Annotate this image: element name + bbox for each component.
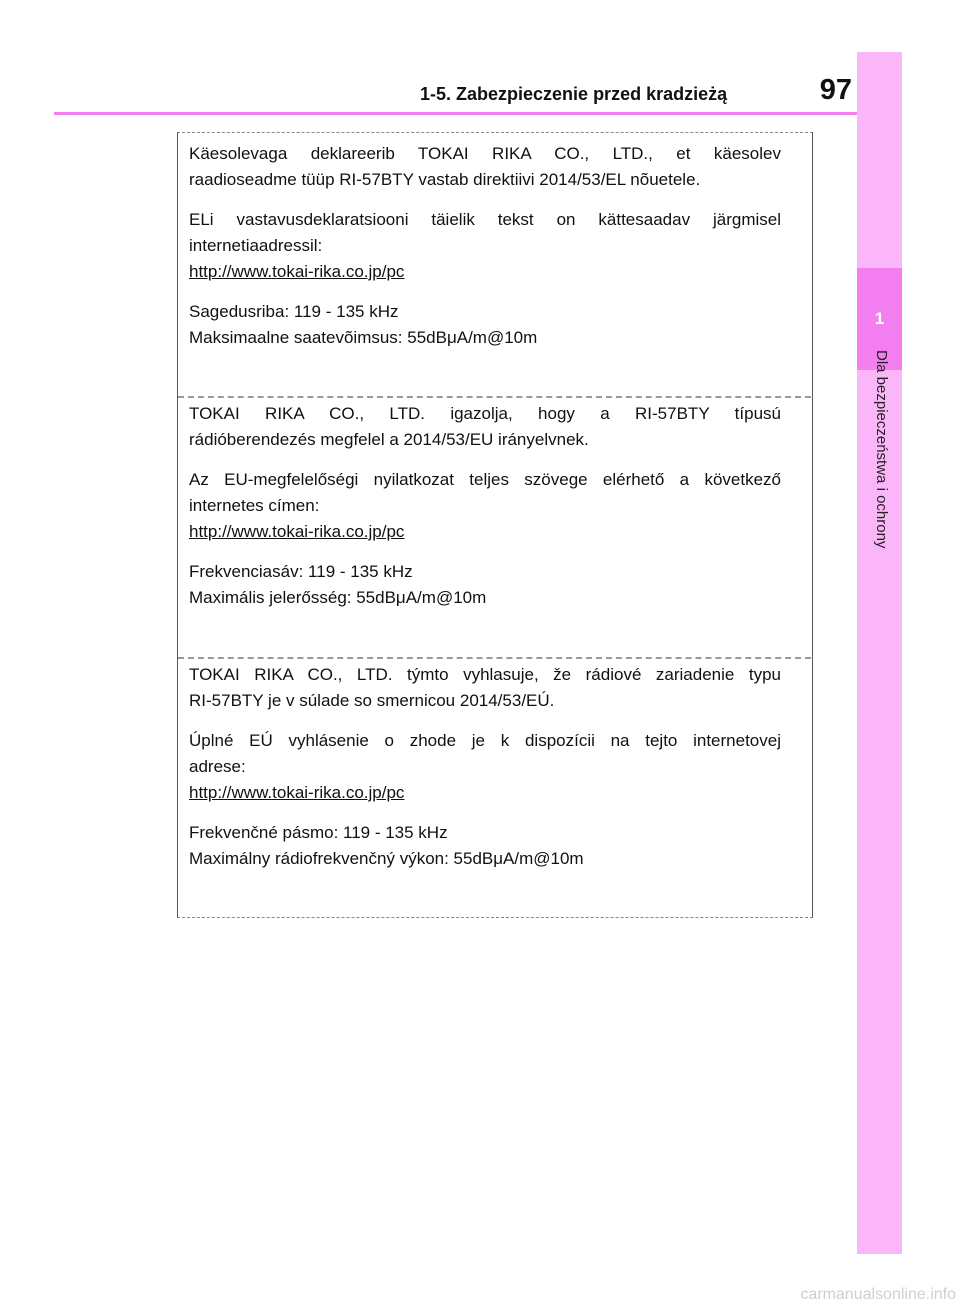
declaration-line: rádióberendezés megfelel a 2014/53/EU irányelvnek. [189,430,589,449]
chapter-side-strip [857,52,902,1254]
declaration-box [177,132,813,918]
chapter-title-vertical: Dla bezpieczeństwa i ochrony [873,350,890,549]
declaration-section-estonian [189,141,781,351]
watermark-text: carmanualsonline.info [800,1286,956,1303]
declaration-line: TOKAI RIKA CO., LTD. igazolja, hogy a RI-57BTY típusú [189,404,781,423]
max-power: Maksimaalne saatevõimsus: 55dBμA/m@10m [189,328,538,347]
availability-line: Úplné EÚ vyhlásenie o zhode je k dispozícii na tejto internetovej [189,731,781,750]
section-divider [178,396,811,398]
declaration-line: Käesolevaga deklareerib TOKAI RIKA CO., LTD., et käesolev [189,144,781,163]
declaration-url-link[interactable]: http://www.tokai-rika.co.jp/pc [189,522,405,541]
declaration-section-slovak [189,662,781,872]
section-divider [178,657,811,659]
frequency-band: Frekvenčné pásmo: 119 - 135 kHz [189,823,448,842]
availability-line: adrese: [189,757,246,776]
header-section-title: 1-5. Zabezpieczenie przed kradzieżą [420,84,728,104]
chapter-number-tab: 1 [857,268,902,370]
availability-line: ELi vastavusdeklaratsiooni täielik tekst on kättesaadav järgmisel [189,210,781,229]
declaration-line: raadioseadme tüüp RI-57BTY vastab direktiivi 2014/53/EL nõuetele. [189,170,701,189]
availability-line: Az EU-megfelelőségi nyilatkozat teljes szövege elérhető a következő [189,470,781,489]
declaration-url-link[interactable]: http://www.tokai-rika.co.jp/pc [189,262,405,281]
declaration-url-link[interactable]: http://www.tokai-rika.co.jp/pc [189,783,405,802]
header-rule [54,112,858,115]
declaration-section-hungarian [189,401,781,611]
frequency-band: Sagedusriba: 119 - 135 kHz [189,302,399,321]
declaration-line: TOKAI RIKA CO., LTD. týmto vyhlasuje, že rádiové zariadenie typu [189,665,781,684]
max-power: Maximális jelerősség: 55dBμA/m@10m [189,588,487,607]
availability-line: internetes címen: [189,496,320,515]
frequency-band: Frekvenciasáv: 119 - 135 kHz [189,562,413,581]
page-number: 97 [819,74,852,106]
max-power: Maximálny rádiofrekvenčný výkon: 55dBμA/m@10m [189,849,584,868]
declaration-line: RI-57BTY je v súlade so smernicou 2014/53/EÚ. [189,691,555,710]
availability-line: internetiaadressil: [189,236,323,255]
